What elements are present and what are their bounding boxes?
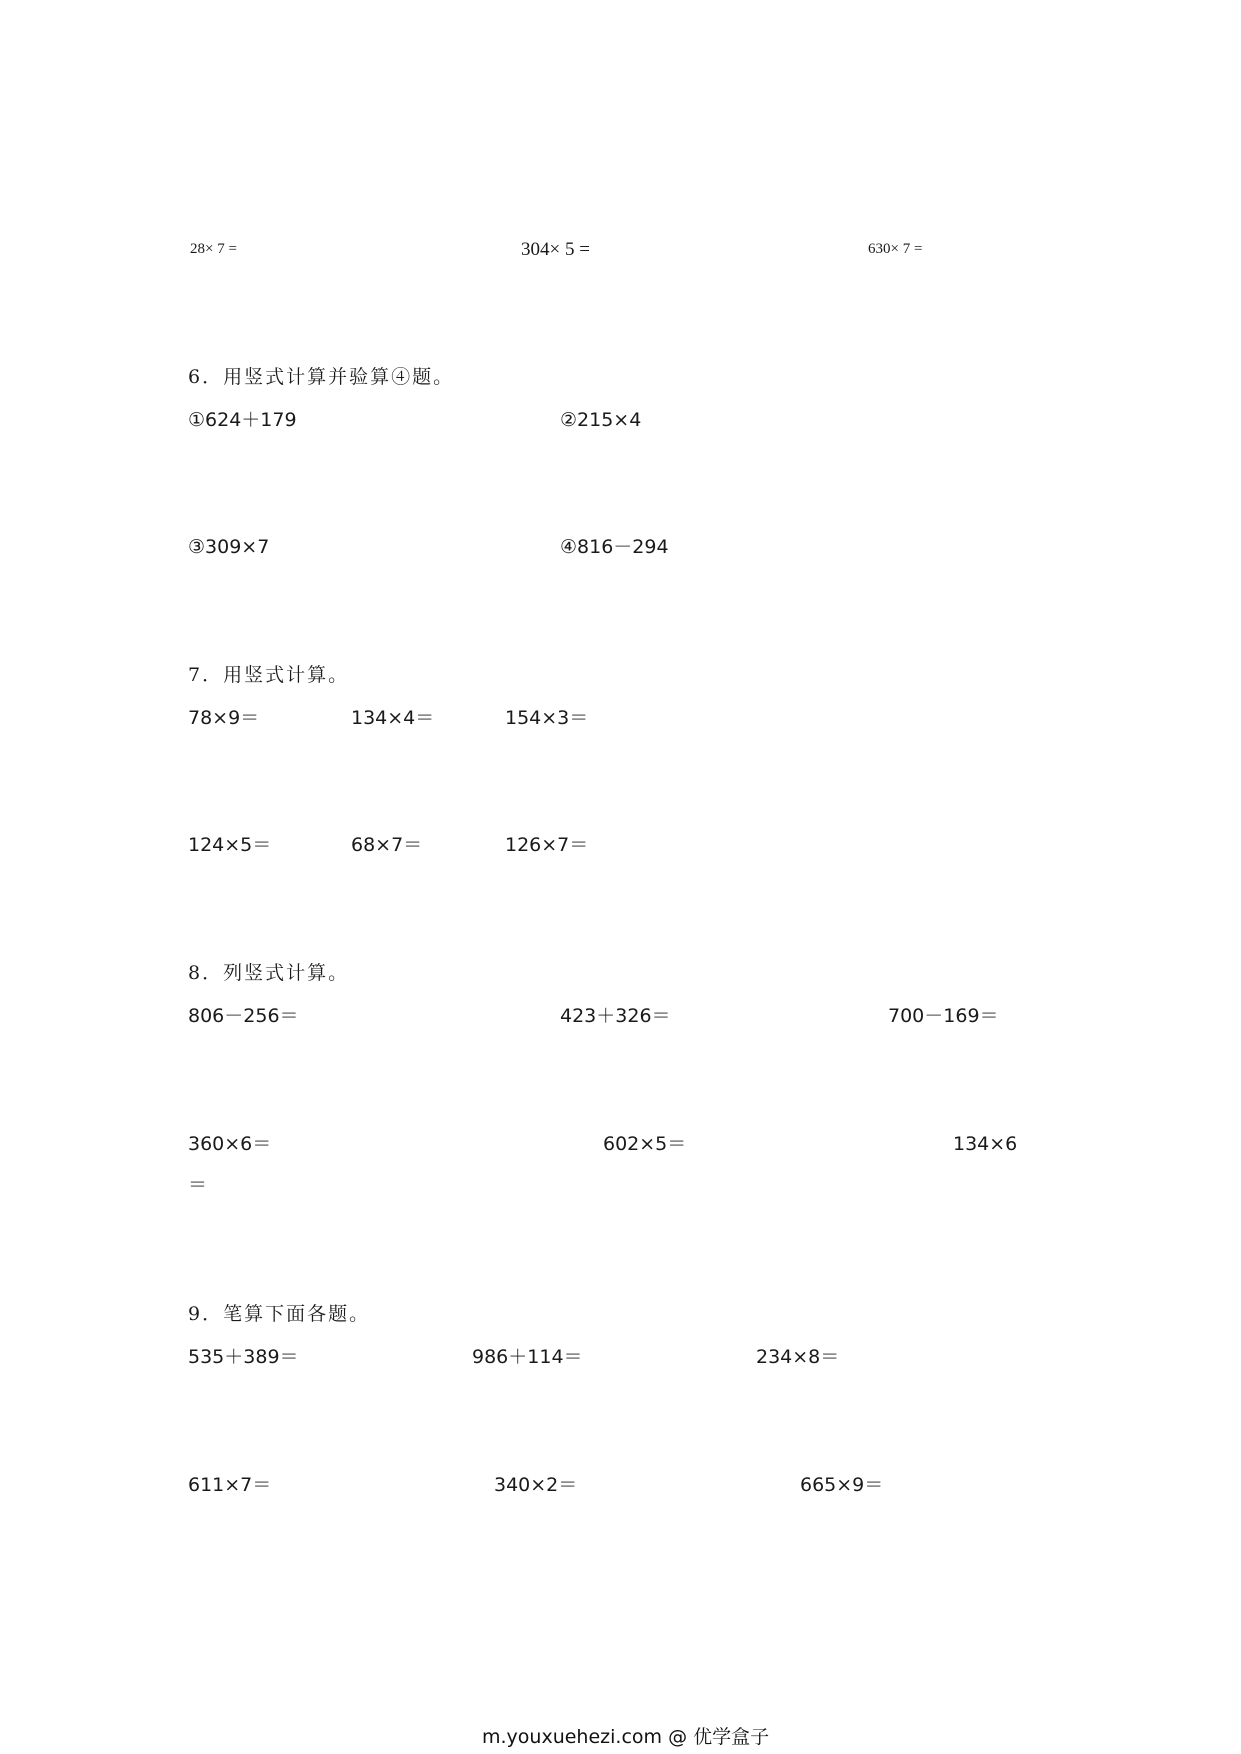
problem-8-4: 360×6＝ <box>188 1133 272 1155</box>
problem-9-6: 665×9＝ <box>800 1474 884 1496</box>
problem-9-4: 611×7＝ <box>188 1474 272 1496</box>
problem-7-3: 154×3＝ <box>505 707 589 729</box>
problem-6-1: ①624＋179 <box>188 409 297 431</box>
problem-7-1: 78×9＝ <box>188 707 260 729</box>
problem-6-2: ②215×4 <box>560 409 642 431</box>
problem-8-1: 806－256＝ <box>188 1005 299 1027</box>
footer-source: m.youxuehezi.com @ 优学盒子 <box>482 1726 770 1748</box>
problem-8-3: 700－169＝ <box>888 1005 999 1027</box>
section-8-heading: 8．列竖式计算。 <box>188 962 350 984</box>
problem-6-4: ④816－294 <box>560 536 669 558</box>
problem-8-5: 602×5＝ <box>603 1133 687 1155</box>
problem-8-2: 423＋326＝ <box>560 1005 671 1027</box>
section-7-heading: 7．用竖式计算。 <box>188 664 350 686</box>
problem-5-2: 304× 5 = <box>521 239 590 260</box>
problem-7-2: 134×4＝ <box>351 707 435 729</box>
problem-8-6-equals: ＝ <box>188 1174 208 1196</box>
section-9-heading: 9．笔算下面各题。 <box>188 1303 371 1325</box>
problem-5-1: 28× 7 = <box>190 241 237 257</box>
problem-9-2: 986＋114＝ <box>472 1346 583 1368</box>
section-6-heading: 6．用竖式计算并验算④题。 <box>188 366 455 388</box>
problem-7-6: 126×7＝ <box>505 834 589 856</box>
problem-7-5: 68×7＝ <box>351 834 423 856</box>
problem-8-6: 134×6 <box>953 1133 1018 1155</box>
problem-7-4: 124×5＝ <box>188 834 272 856</box>
problem-5-3: 630× 7 = <box>868 241 923 257</box>
problem-9-1: 535＋389＝ <box>188 1346 299 1368</box>
problem-6-3: ③309×7 <box>188 536 270 558</box>
problem-9-5: 340×2＝ <box>494 1474 578 1496</box>
problem-9-3: 234×8＝ <box>756 1346 840 1368</box>
